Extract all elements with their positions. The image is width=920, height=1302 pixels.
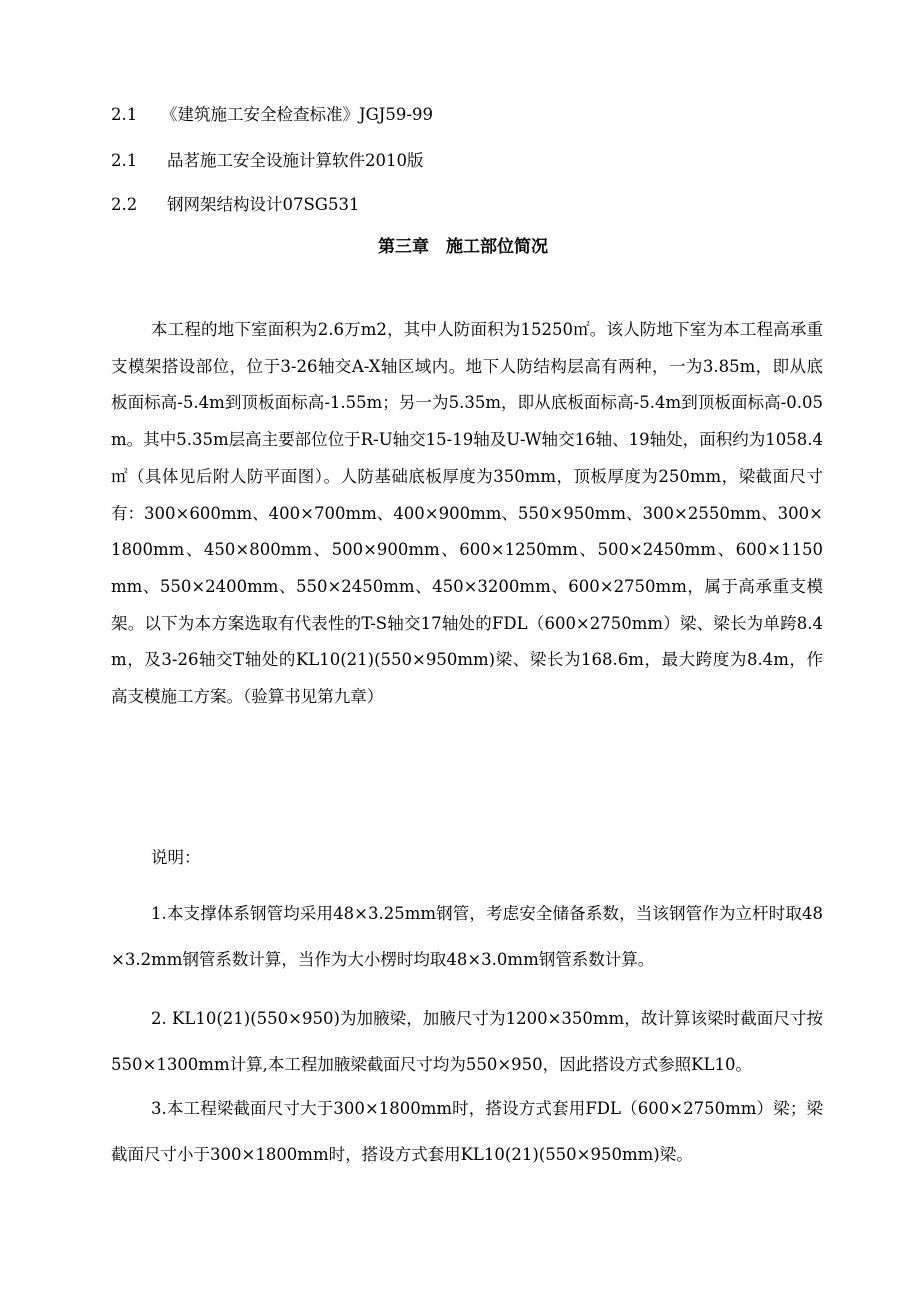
body-paragraph: 本工程的地下室面积为2.6万m2，其中人防面积为15250㎡。该人防地下室为本工程高承重支模架搭设部位，位于3-26轴交A-X轴区域内。地下人防结构层高有两种，一为3.85m，即从底板面标高-5.4m到顶板面标高-1.55m；另一为5.35m，即从底板面标高-5.4m到顶板面标高-0.05m。其中5.35m层高主要部位位于R-U轴交15-19轴及U-W轴交16轴、19轴处，面积约为1058.4㎡（具体见后附人防平面图）。人防基础底板厚度为350mm，顶板厚度为250mm，梁截面尺寸有：300×600mm、400×700mm、400×900mm、550×950mm、300×2550mm、300×1800mm、450×800mm、500×900mm、600×1250mm、500×2450mm、600×1150mm、550×2400mm、550×2450mm、450×3200mm、600×2750mm，属于高承重支模架。以下为本方案选取有代表性的T-S轴交17轴处的FDL（600×2750mm）梁、梁长为单跨8.4m，及3-26轴交T轴处的KL10(21)(550×950mm)梁、梁长为168.6m，最大跨度为8.4m，作高支模施工方案。（验算书见第九章）: [111, 320, 823, 707]
chapter-title: 第三章 施工部位简况: [378, 237, 548, 257]
notes-title: 说明：: [151, 848, 201, 867]
reference-number: 2.2: [111, 195, 138, 214]
reference-number: 2.1: [111, 105, 138, 124]
reference-line: [111, 194, 359, 216]
reference-line: [111, 150, 424, 172]
note-item: 1.本支撑体系钢管均采用48×3.25mm钢管，考虑安全储备系数，当该钢管作为立杆时取48×3.2mm钢管系数计算，当作为大小楞时均取48×3.0mm钢管系数计算。: [111, 904, 823, 969]
note-item: 3.本工程梁截面尺寸大于300×1800mm时，搭设方式套用FDL（600×2750mm）梁；梁截面尺寸小于300×1800mm时，搭设方式套用KL10(21)(550×950mm)梁。: [111, 1099, 823, 1164]
reference-text: 品茗施工安全设施计算软件2010版: [167, 151, 424, 170]
reference-text: 《建筑施工安全检查标准》JGJ59-99: [161, 105, 433, 124]
note-item: 2. KL10(21)(550×950)为加腋梁，加腋尺寸为1200×350mm，故计算该梁时截面尺寸按550×1300mm计算,本工程加腋梁截面尺寸均为550×950，因此搭设方式参照KL10。: [111, 1009, 823, 1074]
reference-number: 2.1: [111, 151, 138, 170]
reference-line: [111, 104, 433, 126]
reference-text: 钢网架结构设计07SG531: [167, 195, 360, 214]
